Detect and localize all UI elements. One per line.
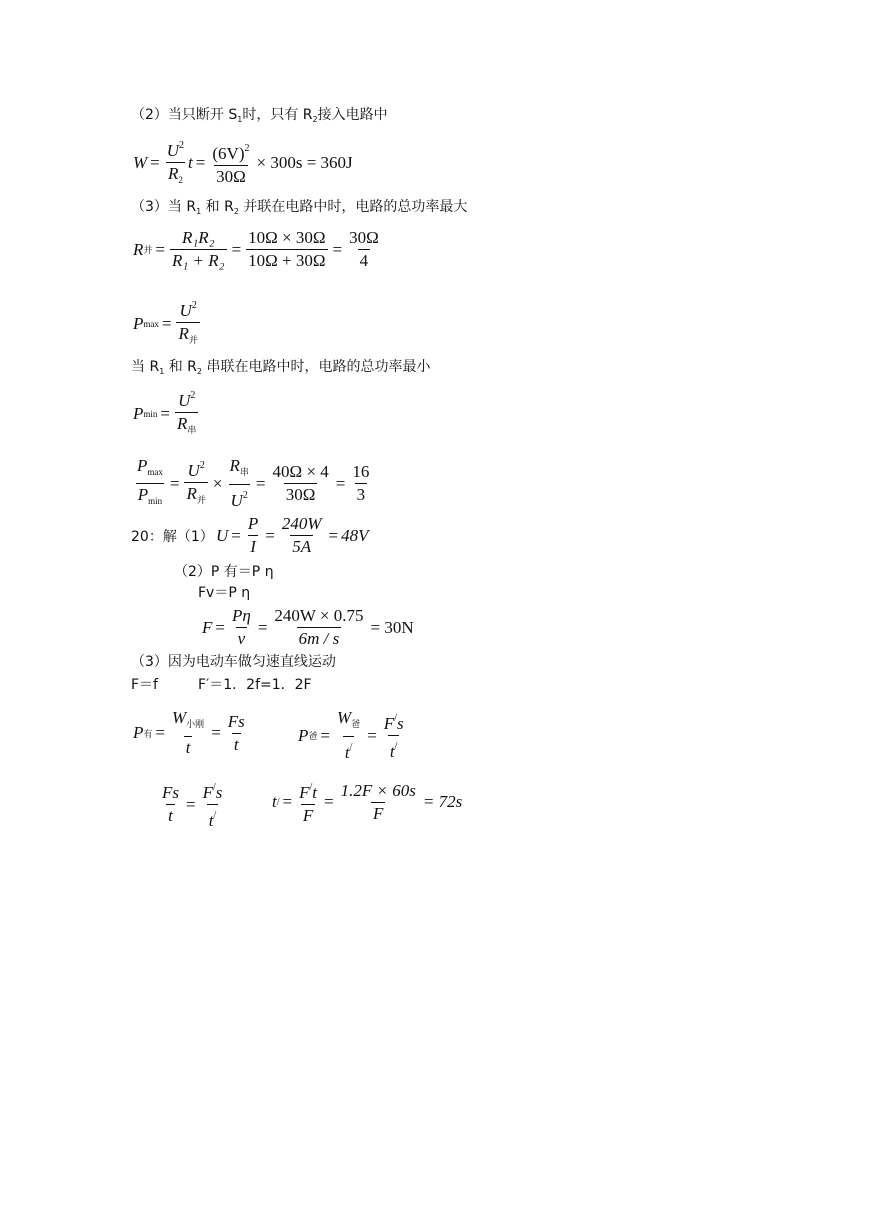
denominator: F bbox=[373, 803, 384, 823]
text: 接入电路中 bbox=[317, 107, 388, 123]
equation-time: t / = $\frac{F^/t}{F}$ = $\frac{1.2F \times 60s}{F}$ = 72s bbox=[272, 778, 465, 826]
fraction bbox=[160, 783, 181, 826]
numerator: 240W × 0.75 bbox=[274, 606, 364, 625]
fraction bbox=[201, 778, 225, 831]
fraction bbox=[339, 781, 418, 824]
text-line-6 bbox=[198, 584, 250, 602]
fraction bbox=[230, 606, 253, 649]
fraction bbox=[280, 514, 324, 557]
equation-pmax: P max = $\frac{U^2}{R_并}$ bbox=[133, 296, 202, 351]
text: 时，只有 R bbox=[242, 107, 313, 123]
symbol: P bbox=[133, 313, 144, 333]
fraction bbox=[184, 456, 207, 511]
numerator: F bbox=[383, 714, 395, 733]
superscript: 2 bbox=[242, 490, 248, 501]
numerator: t bbox=[312, 783, 318, 802]
denominator: R₁ + R₂ bbox=[172, 251, 225, 270]
numerator: W bbox=[172, 708, 187, 727]
superscript: 2 bbox=[244, 143, 250, 154]
denominator: U bbox=[230, 491, 243, 510]
numerator: R₁R₂ bbox=[181, 228, 215, 247]
numerator: 30Ω bbox=[349, 228, 379, 247]
numerator: 1.2F × 60s bbox=[340, 780, 416, 800]
subscript: min bbox=[148, 496, 163, 506]
equation-power-dad: P 爸 = $\frac{W_爸}{t^/}$ = $\frac{F^/s}{t^/}$ bbox=[298, 708, 404, 762]
subscript: max bbox=[143, 318, 159, 329]
subscript: 并 bbox=[196, 496, 206, 506]
prime-mark: / bbox=[276, 796, 280, 808]
prime-mark: / bbox=[394, 713, 397, 724]
denominator: t bbox=[208, 811, 214, 830]
numerator: s bbox=[215, 783, 223, 802]
result: = 72s bbox=[422, 792, 463, 811]
denominator: R bbox=[177, 414, 188, 433]
subscript: 1 bbox=[159, 367, 165, 376]
denominator: 3 bbox=[356, 485, 366, 504]
text: 当 R bbox=[131, 359, 160, 375]
superscript: 2 bbox=[191, 300, 197, 311]
subscript: 有 bbox=[143, 729, 153, 740]
text-line-4 bbox=[131, 528, 214, 546]
text-line-8 bbox=[131, 676, 312, 694]
symbol: t bbox=[188, 153, 193, 172]
numerator: s bbox=[396, 714, 404, 733]
equation-voltage: U = $\frac{P}{I}$ = $\frac{240W}{5A}$ = 48V bbox=[216, 514, 369, 556]
equation-work-equal: $\frac{Fs}{t}$ = $\frac{F^/s}{t^/}$ bbox=[158, 778, 226, 831]
fraction bbox=[350, 462, 371, 505]
subscript: 2 bbox=[233, 207, 239, 216]
denominator: R bbox=[186, 484, 197, 503]
denominator: t bbox=[344, 743, 350, 762]
prime-mark: / bbox=[309, 782, 313, 793]
numerator: U bbox=[178, 391, 191, 410]
numerator: F bbox=[299, 783, 310, 802]
subscript: 并 bbox=[188, 336, 198, 346]
subscript: 小刚 bbox=[186, 720, 205, 730]
denominator: 6m / s bbox=[298, 629, 340, 648]
text-line-5 bbox=[174, 563, 274, 581]
denominator: I bbox=[250, 537, 256, 556]
denominator: P bbox=[137, 485, 149, 504]
numerator: P bbox=[137, 456, 148, 475]
fraction bbox=[175, 386, 198, 441]
numerator: U bbox=[179, 301, 192, 320]
numerator: (6V) bbox=[212, 144, 245, 163]
denominator: F bbox=[302, 806, 314, 825]
text: ′＝1．2f=1．2F bbox=[206, 677, 312, 693]
numerator: 16 bbox=[352, 462, 370, 481]
denominator: v bbox=[237, 629, 246, 648]
subscript: max bbox=[147, 467, 163, 477]
denominator: t bbox=[168, 806, 173, 825]
subscript: 1 bbox=[237, 115, 243, 124]
text: 和 R bbox=[164, 359, 197, 375]
subscript: 爸 bbox=[351, 720, 361, 730]
text: 20：解（1） bbox=[131, 529, 214, 545]
numerator: 40Ω × 4 bbox=[272, 462, 329, 481]
text: （3）当 R bbox=[131, 199, 197, 215]
prime-mark: / bbox=[212, 782, 216, 793]
text: Fv＝P η bbox=[198, 585, 251, 601]
symbol: W bbox=[133, 153, 148, 172]
subscript: 串 bbox=[187, 426, 197, 436]
fraction bbox=[246, 228, 327, 271]
text-line-7 bbox=[131, 653, 336, 671]
fraction bbox=[382, 709, 406, 762]
symbol: P bbox=[133, 403, 144, 423]
symbol: P bbox=[133, 723, 144, 742]
equation-pmin: P min = $\frac{U^2}{R_串}$ bbox=[133, 386, 200, 441]
denominator: 30Ω bbox=[285, 485, 316, 504]
text-line-1 bbox=[131, 106, 388, 129]
denominator: R bbox=[178, 324, 189, 343]
fraction bbox=[270, 462, 330, 505]
fraction bbox=[246, 514, 260, 557]
fraction bbox=[170, 228, 227, 271]
subscript: 2 bbox=[196, 367, 203, 376]
numerator: R bbox=[229, 456, 240, 475]
superscript: 2 bbox=[179, 140, 185, 151]
fraction bbox=[176, 296, 199, 351]
subscript: 串 bbox=[239, 468, 249, 478]
prime-mark: / bbox=[213, 810, 217, 821]
equation-power-ratio: $\frac{P_{max}}{P_{min}}$ = $\frac{U^2}{R_并}$ × $\frac{R_串}{U^2}$ = $\frac{40\Omega \times 4}{30\Omega}$ = $\frac{16}{3}$ bbox=[137, 456, 370, 510]
equation-parallel-resistance: R 并 = $\frac{\text{R₁R₂}}{\text{R₁ + R₂}}$ = $\frac{10\Omega \times 30\Omega}{10\Omega + 30\Omega}$ = $\frac{30\Omega}{4}$ bbox=[133, 228, 379, 270]
numerator: W bbox=[337, 708, 352, 727]
equation-work: W = $\frac{U^2}{R_2}$ t = $\frac{(6V)^2}{30\Omega}$ × 300s = 360J bbox=[133, 136, 356, 190]
denominator: 30Ω bbox=[216, 167, 246, 186]
denominator: 5A bbox=[292, 537, 312, 556]
subscript: 2 bbox=[312, 115, 318, 124]
fraction bbox=[135, 456, 165, 511]
numerator: U bbox=[187, 461, 200, 480]
equation-rest: × 300s = 360J bbox=[256, 153, 353, 172]
denominator: 10Ω + 30Ω bbox=[248, 251, 326, 270]
text: F＝f F bbox=[131, 677, 207, 693]
denominator: R bbox=[167, 164, 179, 183]
text: （2）P 有＝P η bbox=[174, 564, 274, 580]
symbol: F bbox=[202, 617, 213, 637]
result: = 30N bbox=[370, 617, 414, 637]
text-line-2 bbox=[131, 198, 467, 221]
subscript: 爸 bbox=[308, 732, 318, 742]
numerator: Pη bbox=[231, 606, 251, 625]
symbol: t bbox=[272, 792, 277, 811]
text: （3）因为电动车做匀速直线运动 bbox=[131, 654, 336, 670]
fraction bbox=[347, 228, 381, 271]
subscript: 2 bbox=[178, 175, 183, 185]
denominator: t bbox=[233, 734, 239, 754]
text: 并联在电路中时，电路的总功率最大 bbox=[238, 199, 468, 215]
symbol: P bbox=[298, 725, 309, 745]
fraction bbox=[226, 712, 247, 755]
subscript: min bbox=[143, 408, 158, 419]
fraction bbox=[227, 456, 250, 511]
fraction bbox=[210, 139, 251, 187]
equation-force: F = $\frac{P\eta}{v}$ = $\frac{240W \times 0.75}{6m / s}$ = 30N bbox=[202, 606, 414, 648]
fraction bbox=[165, 136, 186, 190]
text: 和 R bbox=[201, 199, 234, 215]
numerator: 10Ω × 30Ω bbox=[248, 228, 326, 247]
numerator: Fs bbox=[162, 783, 179, 802]
numerator: 240W bbox=[281, 514, 322, 533]
fraction bbox=[272, 606, 365, 649]
equation-power-son: P 有 = $\frac{W_{小刚}}{t}$ = $\frac{Fs}{t}$ bbox=[133, 708, 245, 757]
superscript: 2 bbox=[199, 460, 205, 471]
superscript: 2 bbox=[190, 390, 196, 401]
symbol: U bbox=[216, 525, 229, 545]
numerator: P bbox=[247, 514, 259, 533]
result: 48V bbox=[341, 525, 369, 545]
prime-mark: / bbox=[394, 741, 398, 752]
subscript: 1 bbox=[196, 207, 202, 216]
numerator: U bbox=[166, 141, 180, 160]
text-line-3 bbox=[131, 358, 430, 381]
fraction bbox=[170, 708, 206, 758]
fraction bbox=[297, 778, 319, 826]
denominator: t bbox=[389, 742, 395, 761]
symbol: R bbox=[133, 239, 144, 259]
denominator: 4 bbox=[359, 251, 369, 270]
subscript: 并 bbox=[143, 246, 153, 256]
text: （2）当只断开 S bbox=[131, 107, 238, 123]
prime-mark: / bbox=[349, 742, 353, 753]
numerator: Fs bbox=[227, 711, 245, 731]
numerator: F bbox=[202, 783, 213, 802]
denominator: t bbox=[185, 738, 191, 757]
fraction bbox=[335, 708, 362, 763]
text: 串联在电路中时，电路的总功率最小 bbox=[202, 359, 431, 375]
